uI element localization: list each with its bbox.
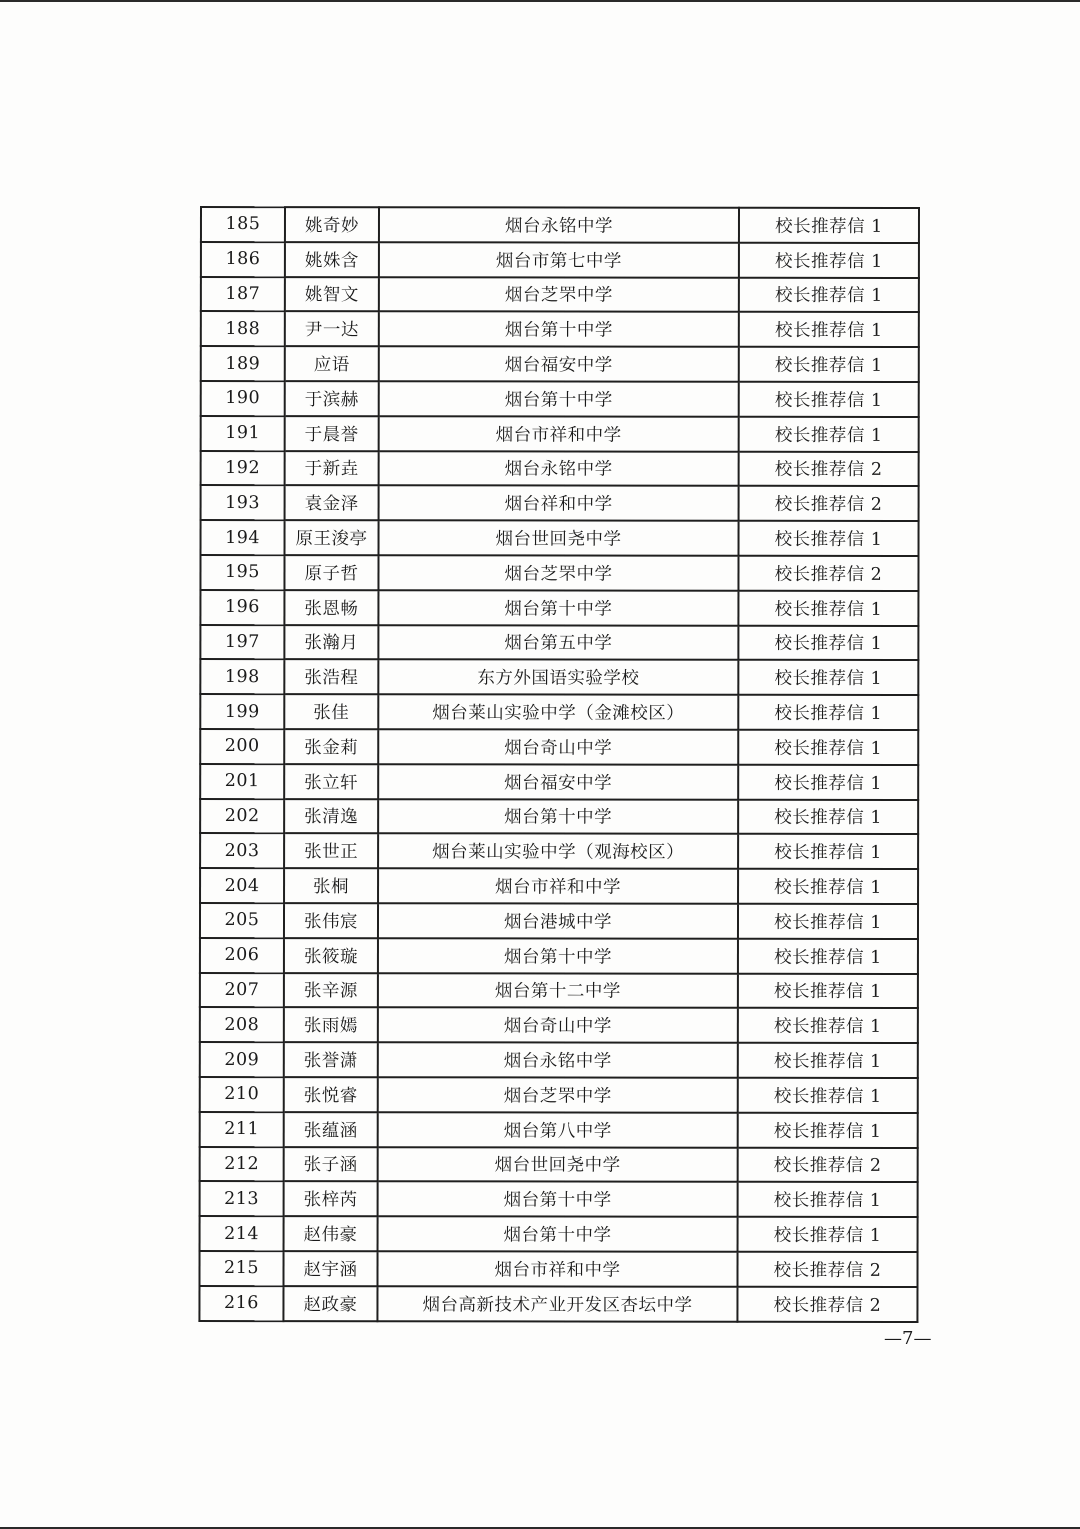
- student-name-cell: 应语: [285, 346, 379, 381]
- row-number-cell: 208: [200, 1007, 284, 1042]
- student-name-cell: 于晨誉: [285, 416, 379, 451]
- school-name-cell: 烟台祥和中学: [379, 486, 739, 521]
- recommendation-cell: 校长推荐信 2: [738, 1147, 918, 1182]
- table-row: [200, 903, 918, 939]
- student-name-cell: 张世正: [284, 833, 378, 868]
- row-number-cell: 212: [200, 1147, 284, 1182]
- row-number-cell: 198: [200, 659, 284, 694]
- school-name-cell: 烟台市祥和中学: [379, 416, 739, 451]
- recommendation-cell: 校长推荐信 1: [739, 382, 919, 417]
- student-name-cell: 袁金泽: [285, 485, 379, 520]
- row-number-cell: 202: [200, 799, 284, 834]
- school-name-cell: 烟台市祥和中学: [377, 1251, 737, 1286]
- row-number-cell: 194: [201, 520, 285, 555]
- school-name-cell: 东方外国语实验学校: [378, 660, 738, 695]
- table-row: [201, 277, 919, 313]
- table-row: [200, 1007, 918, 1043]
- student-name-cell: 张金莉: [284, 729, 378, 764]
- table-row: [200, 973, 918, 1009]
- student-name-cell: 张伟宸: [284, 903, 378, 938]
- school-name-cell: 烟台奇山中学: [378, 729, 738, 764]
- table-row: [200, 1077, 918, 1113]
- school-name-cell: 烟台永铭中学: [379, 451, 739, 486]
- row-number-cell: 185: [201, 207, 285, 242]
- recommendation-cell: 校长推荐信 1: [738, 834, 918, 869]
- recommendation-cell: 校长推荐信 1: [738, 799, 918, 834]
- recommendation-cell: 校长推荐信 2: [739, 486, 919, 521]
- table-row: [201, 346, 919, 382]
- table-row: [200, 555, 918, 591]
- row-number-cell: 196: [200, 590, 284, 625]
- table-row: [200, 659, 918, 695]
- student-name-cell: 张瀚月: [284, 625, 378, 660]
- table-row: [201, 207, 919, 243]
- school-name-cell: 烟台芝罘中学: [379, 277, 739, 312]
- recommendation-cell: 校长推荐信 1: [739, 347, 919, 382]
- recommendation-cell: 校长推荐信 2: [737, 1286, 917, 1321]
- table-row: [200, 625, 918, 661]
- school-name-cell: 烟台港城中学: [378, 903, 738, 938]
- row-number-cell: 201: [200, 764, 284, 799]
- recommendation-cell: 校长推荐信 1: [738, 904, 918, 939]
- school-name-cell: 烟台第八中学: [378, 1112, 738, 1147]
- recommendation-cell: 校长推荐信 1: [738, 1043, 918, 1078]
- table-row: [201, 485, 919, 521]
- table-row: [199, 1251, 917, 1287]
- row-number-cell: 210: [200, 1077, 284, 1112]
- student-name-cell: 张浩程: [284, 659, 378, 694]
- student-name-cell: 于新垚: [285, 451, 379, 486]
- recommendation-cell: 校长推荐信 1: [738, 660, 918, 695]
- school-name-cell: 烟台第十中学: [379, 381, 739, 416]
- table-row: [200, 694, 918, 730]
- table-row: [200, 1112, 918, 1148]
- student-name-cell: 姚智文: [285, 277, 379, 312]
- recommendation-cell: 校长推荐信 1: [738, 1217, 918, 1252]
- row-number-cell: 203: [200, 833, 284, 868]
- table-body: [199, 207, 919, 1322]
- recommendation-cell: 校长推荐信 2: [737, 1252, 917, 1287]
- page-number: —7—: [884, 1328, 932, 1349]
- school-name-cell: 烟台莱山实验中学（金滩校区）: [378, 694, 738, 729]
- student-name-cell: 尹一达: [285, 312, 379, 347]
- table-row: [200, 1042, 918, 1078]
- school-name-cell: 烟台第十中学: [378, 1182, 738, 1217]
- row-number-cell: 190: [201, 381, 285, 416]
- school-name-cell: 烟台福安中学: [378, 764, 738, 799]
- student-name-cell: 张誉潇: [284, 1042, 378, 1077]
- row-number-cell: 195: [200, 555, 284, 590]
- student-name-cell: 张悦睿: [284, 1077, 378, 1112]
- table-row: [200, 868, 918, 904]
- table-row: [200, 938, 918, 974]
- recommendation-cell: 校长推荐信 1: [738, 591, 918, 626]
- school-name-cell: 烟台第五中学: [378, 625, 738, 660]
- table-row: [201, 451, 919, 487]
- row-number-cell: 200: [200, 729, 284, 764]
- table-row: [201, 242, 919, 278]
- school-name-cell: 烟台永铭中学: [379, 207, 739, 242]
- student-name-cell: 张桐: [284, 868, 378, 903]
- student-name-cell: 张佳: [284, 694, 378, 729]
- school-name-cell: 烟台奇山中学: [378, 1008, 738, 1043]
- recommendation-cell: 校长推荐信 1: [739, 243, 919, 278]
- row-number-cell: 188: [201, 311, 285, 346]
- row-number-cell: 205: [200, 903, 284, 938]
- table-row: [201, 311, 919, 347]
- row-number-cell: 214: [200, 1216, 284, 1251]
- recommendation-cell: 校长推荐信 1: [738, 1008, 918, 1043]
- table-row: [201, 416, 919, 452]
- recommendation-cell: 校长推荐信 1: [739, 417, 919, 452]
- table-row: [200, 1216, 918, 1252]
- row-number-cell: 199: [200, 694, 284, 729]
- row-number-cell: 216: [199, 1286, 283, 1321]
- recommendation-cell: 校长推荐信 1: [738, 730, 918, 765]
- row-number-cell: 191: [201, 416, 285, 451]
- recommendation-cell: 校长推荐信 1: [738, 973, 918, 1008]
- student-name-cell: 赵政豪: [283, 1286, 377, 1321]
- table-row: [200, 1181, 918, 1217]
- school-name-cell: 烟台第十中学: [378, 1216, 738, 1251]
- row-number-cell: 192: [201, 451, 285, 486]
- row-number-cell: 206: [200, 938, 284, 973]
- student-name-cell: 张清逸: [284, 799, 378, 834]
- school-name-cell: 烟台福安中学: [379, 346, 739, 381]
- student-name-cell: 张立轩: [284, 764, 378, 799]
- school-name-cell: 烟台市祥和中学: [378, 868, 738, 903]
- recommendation-cell: 校长推荐信 1: [739, 277, 919, 312]
- table-row: [200, 729, 918, 765]
- row-number-cell: 213: [200, 1181, 284, 1216]
- school-name-cell: 烟台世回尧中学: [379, 520, 739, 555]
- student-name-cell: 张梓芮: [284, 1181, 378, 1216]
- recommendation-table: [198, 206, 920, 1323]
- table-row: [200, 1147, 918, 1183]
- school-name-cell: 烟台第十中学: [379, 312, 739, 347]
- row-number-cell: 186: [201, 242, 285, 277]
- row-number-cell: 215: [199, 1251, 283, 1286]
- recommendation-cell: 校长推荐信 1: [739, 521, 919, 556]
- school-name-cell: 烟台芝罘中学: [378, 555, 738, 590]
- school-name-cell: 烟台市第七中学: [379, 242, 739, 277]
- student-name-cell: 张筱璇: [284, 938, 378, 973]
- recommendation-cell: 校长推荐信 1: [738, 1078, 918, 1113]
- recommendation-cell: 校长推荐信 1: [738, 625, 918, 660]
- student-name-cell: 张辛源: [284, 973, 378, 1008]
- table-row: [200, 799, 918, 835]
- school-name-cell: 烟台第十中学: [378, 799, 738, 834]
- recommendation-cell: 校长推荐信 1: [738, 938, 918, 973]
- school-name-cell: 烟台永铭中学: [378, 1042, 738, 1077]
- student-name-cell: 赵伟豪: [284, 1216, 378, 1251]
- recommendation-cell: 校长推荐信 1: [738, 765, 918, 800]
- row-number-cell: 193: [201, 485, 285, 520]
- school-name-cell: 烟台世回尧中学: [378, 1147, 738, 1182]
- student-name-cell: 原子哲: [284, 555, 378, 590]
- row-number-cell: 207: [200, 973, 284, 1008]
- row-number-cell: 204: [200, 868, 284, 903]
- school-name-cell: 烟台芝罘中学: [378, 1077, 738, 1112]
- table-row: [201, 381, 919, 417]
- recommendation-cell: 校长推荐信 2: [739, 451, 919, 486]
- table-row: [201, 520, 919, 556]
- student-name-cell: 姚奇妙: [285, 207, 379, 242]
- row-number-cell: 211: [200, 1112, 284, 1147]
- table-row: [200, 833, 918, 869]
- school-name-cell: 烟台第十中学: [378, 938, 738, 973]
- school-name-cell: 烟台莱山实验中学（观海校区）: [378, 834, 738, 869]
- recommendation-cell: 校长推荐信 1: [739, 312, 919, 347]
- school-name-cell: 烟台高新技术产业开发区杏坛中学: [377, 1286, 737, 1321]
- row-number-cell: 209: [200, 1042, 284, 1077]
- student-name-cell: 张恩畅: [284, 590, 378, 625]
- student-name-cell: 赵宇涵: [283, 1251, 377, 1286]
- school-name-cell: 烟台第十二中学: [378, 973, 738, 1008]
- row-number-cell: 187: [201, 277, 285, 312]
- recommendation-cell: 校长推荐信 1: [738, 695, 918, 730]
- student-name-cell: 原王浚亭: [285, 520, 379, 555]
- table-row: [200, 590, 918, 626]
- recommendation-cell: 校长推荐信 1: [738, 1182, 918, 1217]
- row-number-cell: 197: [200, 625, 284, 660]
- table-row: [200, 764, 918, 800]
- row-number-cell: 189: [201, 346, 285, 381]
- recommendation-cell: 校长推荐信 1: [738, 869, 918, 904]
- school-name-cell: 烟台第十中学: [378, 590, 738, 625]
- recommendation-cell: 校长推荐信 1: [738, 1112, 918, 1147]
- recommendation-cell: 校长推荐信 1: [739, 208, 919, 243]
- student-name-cell: 张雨嫣: [284, 1007, 378, 1042]
- student-name-cell: 张蕴涵: [284, 1112, 378, 1147]
- recommendation-cell: 校长推荐信 2: [738, 556, 918, 591]
- student-name-cell: 于滨赫: [285, 381, 379, 416]
- student-name-cell: 张子涵: [284, 1147, 378, 1182]
- student-name-cell: 姚姝含: [285, 242, 379, 277]
- table-row: [199, 1286, 917, 1322]
